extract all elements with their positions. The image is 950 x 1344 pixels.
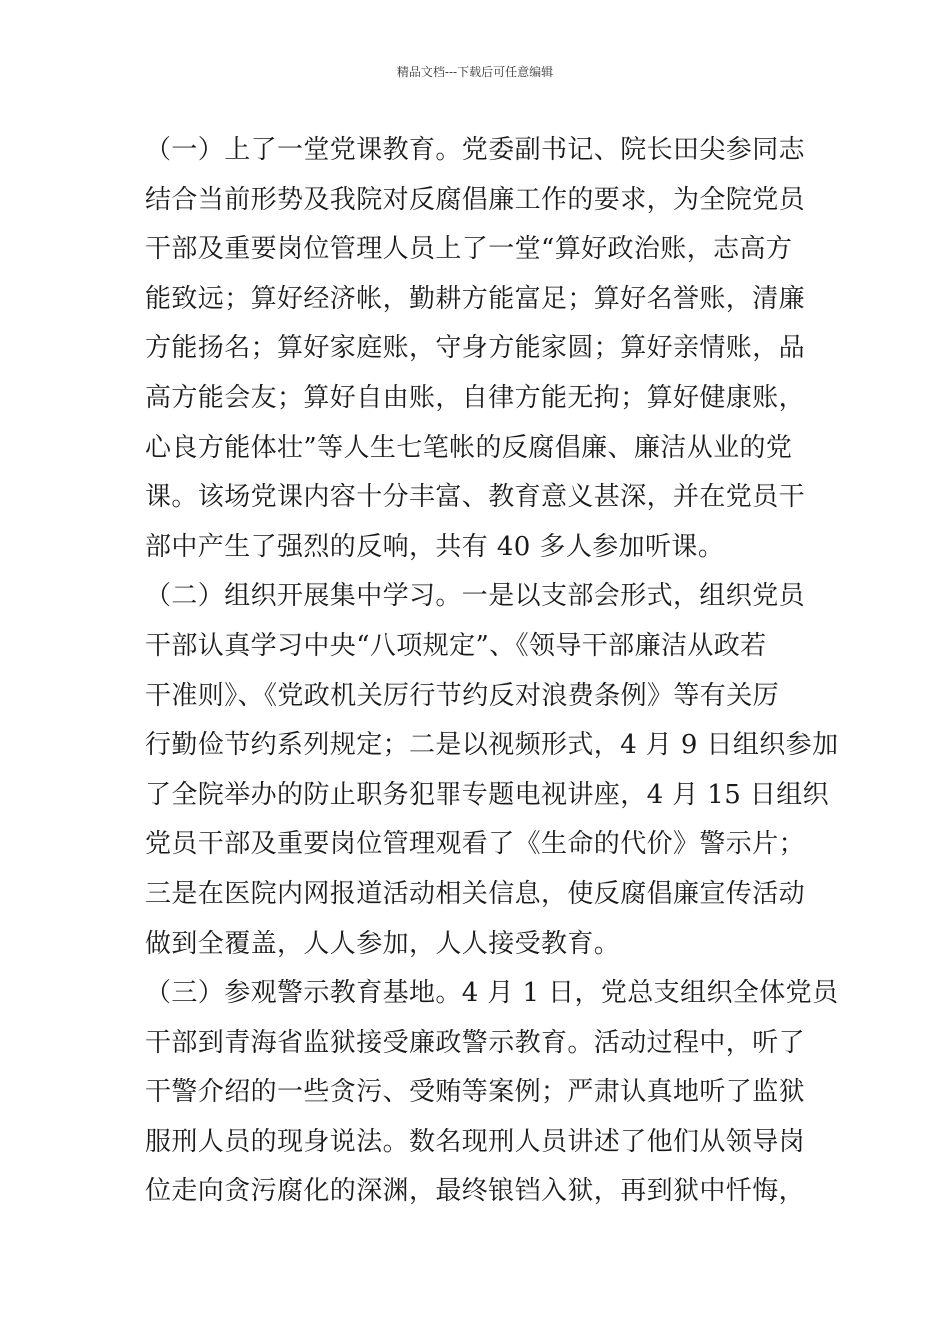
text-line: 心良方能体壮”等人生七笔帐的反腐倡廉、廉洁从业的党 [145, 432, 793, 463]
text-line: 位走向贪污腐化的深渊，最终锒铛入狱，再到狱中忏悔， [145, 1176, 806, 1207]
text-line: 部中产生了强烈的反响，共有 40 多人参加听课。 [145, 531, 725, 562]
text-line: 三是在医院内网报道活动相关信息，使反腐倡廉宣传活动 [145, 878, 806, 909]
text-line: 结合当前形势及我院对反腐倡廉工作的要求，为全院党员 [145, 184, 806, 215]
text-line: （三）参观警示教育基地。4 月 1 日，党总支组织全体党员 [145, 978, 839, 1009]
text-line: 方能扬名；算好家庭账，守身方能家圆；算好亲情账，品 [145, 333, 806, 364]
text-line: 服刑人员的现身说法。数名现刑人员讲述了他们从领导岗 [145, 1126, 806, 1157]
text-line: 干部认真学习中央“八项规定”、《领导干部廉洁从政若 [145, 630, 767, 661]
text-line: 课。该场党课内容十分丰富、教育意义甚深，并在党员干 [145, 482, 806, 513]
text-line: 干部及重要岗位管理人员上了一堂“算好政治账，志高方 [145, 234, 793, 265]
page-header: 精品文档---下载后可任意编辑 [396, 65, 554, 79]
text-line: （一）上了一堂党课教育。党委副书记、院长田尖参同志 [145, 135, 806, 165]
document-body [145, 126, 839, 1217]
text-line: 能致远；算好经济帐，勤耕方能富足；算好名誉账，清廉 [145, 283, 806, 314]
text-line: 做到全覆盖，人人参加，人人接受教育。 [145, 928, 621, 959]
text-line: 了全院举办的防止职务犯罪专题电视讲座，4 月 15 日组织 [145, 779, 830, 810]
text-line: 行勤俭节约系列规定；二是以视频形式，4 月 9 日组织参加 [145, 730, 839, 761]
text-line: 干准则》、《党政机关厉行节约反对浪费条例》等有关厉 [145, 680, 780, 711]
text-line: 干部到青海省监狱接受廉政警示教育。活动过程中，听了 [145, 1027, 806, 1058]
text-line: 党员干部及重要岗位管理观看了《生命的代价》警示片； [145, 829, 806, 860]
text-line: 高方能会友；算好自由账，自律方能无拘；算好健康账， [145, 382, 806, 413]
text-line: 干警介绍的一些贪污、受贿等案例；严肃认真地听了监狱 [145, 1077, 806, 1108]
text-line: （二）组织开展集中学习。一是以支部会形式，组织党员 [145, 581, 806, 612]
